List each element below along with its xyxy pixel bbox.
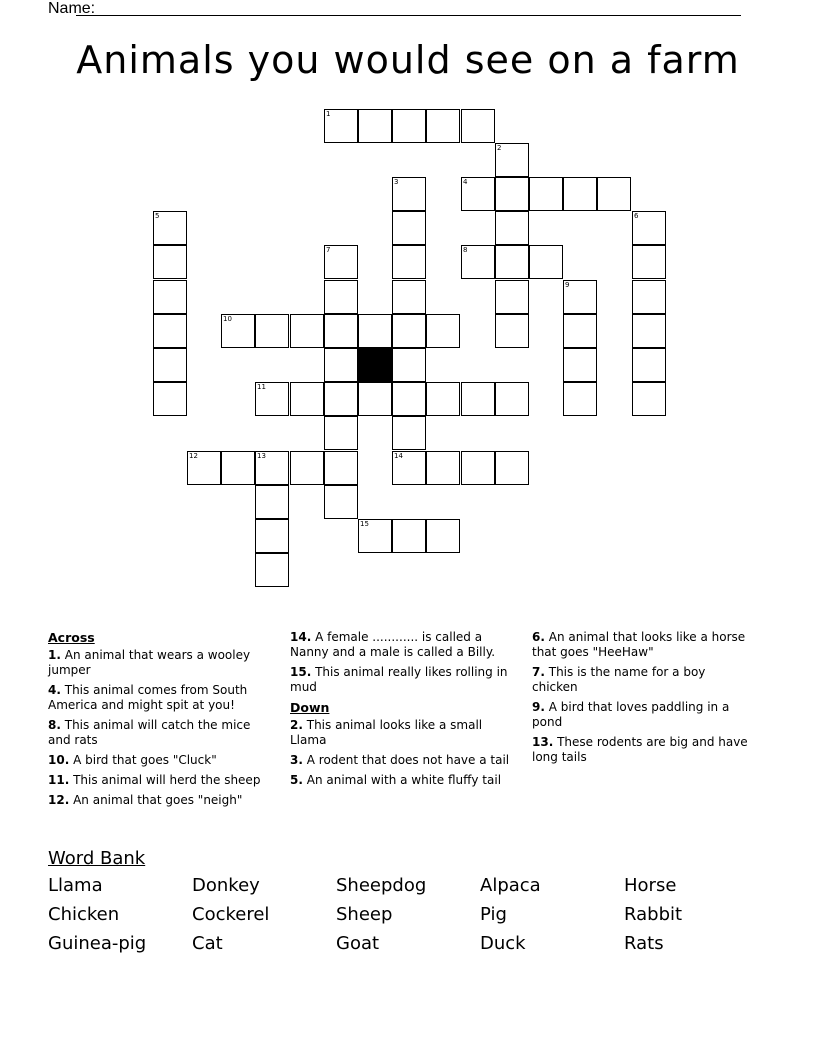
crossword-cell[interactable] bbox=[426, 109, 460, 143]
clue-down-5: 5. An animal with a white fluffy tail bbox=[290, 773, 502, 787]
word-bank-word: Horse bbox=[624, 875, 677, 896]
clue-across-10: 10. A bird that goes "Cluck" bbox=[48, 753, 217, 767]
cell-number: 12 bbox=[189, 452, 198, 460]
crossword-cell[interactable] bbox=[392, 109, 426, 143]
crossword-cell[interactable] bbox=[495, 280, 529, 314]
crossword-cell-11[interactable] bbox=[255, 382, 289, 416]
crossword-cell[interactable] bbox=[495, 177, 529, 211]
crossword-cell[interactable] bbox=[153, 348, 187, 382]
word-bank-word: Goat bbox=[336, 933, 380, 954]
crossword-cell[interactable] bbox=[632, 245, 666, 279]
clue-across-1: 1. An animal that wears a wooley jumper bbox=[48, 648, 251, 677]
crossword-cell[interactable] bbox=[392, 416, 426, 450]
word-bank-word: Sheep bbox=[336, 904, 393, 925]
crossword-cell[interactable] bbox=[529, 245, 563, 279]
word-bank-word: Donkey bbox=[192, 875, 260, 896]
cell-number: 5 bbox=[155, 212, 160, 220]
crossword-cell[interactable] bbox=[563, 348, 597, 382]
crossword-cell[interactable] bbox=[426, 519, 460, 553]
crossword-cell[interactable] bbox=[290, 314, 324, 348]
crossword-cell-15[interactable] bbox=[358, 519, 392, 553]
word-bank-word: Llama bbox=[48, 875, 103, 896]
crossword-cell[interactable] bbox=[392, 211, 426, 245]
crossword-cell[interactable] bbox=[255, 485, 289, 519]
crossword-cell[interactable] bbox=[324, 314, 358, 348]
cell-number: 13 bbox=[257, 452, 266, 460]
crossword-cell[interactable] bbox=[632, 382, 666, 416]
crossword-cell-5[interactable] bbox=[153, 211, 187, 245]
word-bank-word: Cockerel bbox=[192, 904, 270, 925]
crossword-cell[interactable] bbox=[392, 245, 426, 279]
crossword-cell[interactable] bbox=[392, 348, 426, 382]
clue-across-8: 8. This animal will catch the mice and rats bbox=[48, 718, 251, 747]
clue-across-11: 11. This animal will herd the sheep bbox=[48, 773, 261, 787]
crossword-cell[interactable] bbox=[221, 451, 255, 485]
crossword-cell[interactable] bbox=[324, 280, 358, 314]
crossword-cell-9[interactable] bbox=[563, 280, 597, 314]
crossword-cell-14[interactable] bbox=[392, 451, 426, 485]
crossword-cell-6[interactable] bbox=[632, 211, 666, 245]
mixed-clues-column bbox=[290, 630, 518, 793]
down-header: Down bbox=[290, 700, 330, 715]
crossword-cell[interactable] bbox=[461, 109, 495, 143]
crossword-cell[interactable] bbox=[392, 382, 426, 416]
clue-down-3: 3. A rodent that does not have a tail bbox=[290, 753, 510, 767]
cell-number: 9 bbox=[565, 281, 570, 289]
clue-across-14: 14. A female ............ is called a Nanny and a male is called a Billy. bbox=[290, 630, 496, 659]
word-bank-word: Alpaca bbox=[480, 875, 541, 896]
crossword-cell[interactable] bbox=[597, 177, 631, 211]
crossword-cell[interactable] bbox=[392, 280, 426, 314]
cell-number: 10 bbox=[223, 315, 232, 323]
crossword-cell[interactable] bbox=[392, 519, 426, 553]
crossword-cell[interactable] bbox=[324, 485, 358, 519]
crossword-cell[interactable] bbox=[255, 314, 289, 348]
name-label: Name: bbox=[48, 0, 96, 17]
clue-across-15: 15. This animal really likes rolling in mud bbox=[290, 665, 508, 694]
clue-down-13: 13. These rodents are big and have long tails bbox=[532, 735, 748, 764]
crossword-cell-8[interactable] bbox=[461, 245, 495, 279]
cell-number: 1 bbox=[326, 110, 331, 118]
crossword-cell-4[interactable] bbox=[461, 177, 495, 211]
crossword-cell[interactable] bbox=[563, 177, 597, 211]
crossword-cell[interactable] bbox=[461, 451, 495, 485]
crossword-cell[interactable] bbox=[358, 109, 392, 143]
clue-across-12: 12. An animal that goes "neigh" bbox=[48, 793, 243, 807]
crossword-cell[interactable] bbox=[358, 382, 392, 416]
cell-number: 6 bbox=[634, 212, 639, 220]
cell-number: 7 bbox=[326, 246, 331, 254]
crossword-cell[interactable] bbox=[495, 382, 529, 416]
crossword-cell[interactable] bbox=[529, 177, 563, 211]
clue-across-4: 4. This animal comes from South America and might spit at you! bbox=[48, 683, 248, 712]
cell-number: 11 bbox=[257, 383, 266, 391]
cell-number: 15 bbox=[360, 520, 369, 528]
crossword-cell[interactable] bbox=[426, 451, 460, 485]
crossword-cell[interactable] bbox=[153, 280, 187, 314]
clue-down-2: 2. This animal looks like a small Llama bbox=[290, 718, 483, 747]
crossword-cell[interactable] bbox=[153, 314, 187, 348]
page-title: Animals you would see on a farm bbox=[76, 38, 740, 82]
down-clues-column bbox=[532, 630, 750, 770]
crossword-cell[interactable] bbox=[563, 382, 597, 416]
crossword-cell[interactable] bbox=[632, 280, 666, 314]
crossword-cell-13[interactable] bbox=[255, 451, 289, 485]
clue-down-6: 6. An animal that looks like a horse that goes "HeeHaw" bbox=[532, 630, 746, 659]
crossword-cell[interactable] bbox=[495, 451, 529, 485]
crossword-cell-3[interactable] bbox=[392, 177, 426, 211]
crossword-cell-2[interactable] bbox=[495, 143, 529, 177]
word-bank-word: Chicken bbox=[48, 904, 120, 925]
word-bank-title: Word Bank bbox=[48, 848, 146, 869]
word-bank-word: Sheepdog bbox=[336, 875, 427, 896]
word-bank-word: Rabbit bbox=[624, 904, 683, 925]
crossword-cell[interactable] bbox=[426, 382, 460, 416]
cell-number: 8 bbox=[463, 246, 468, 254]
crossword-cell-1[interactable] bbox=[324, 109, 358, 143]
crossword-cell[interactable] bbox=[426, 314, 460, 348]
crossword-cell[interactable] bbox=[290, 382, 324, 416]
crossword-cell-7[interactable] bbox=[324, 245, 358, 279]
cell-number: 2 bbox=[497, 144, 502, 152]
across-clues-column bbox=[48, 630, 273, 813]
crossword-cell-12[interactable] bbox=[187, 451, 221, 485]
crossword-cell[interactable] bbox=[153, 382, 187, 416]
crossword-cell[interactable] bbox=[255, 519, 289, 553]
crossword-cell[interactable] bbox=[461, 382, 495, 416]
word-bank-word: Pig bbox=[480, 904, 507, 925]
word-bank-word: Rats bbox=[624, 933, 664, 954]
crossword-cell[interactable] bbox=[632, 314, 666, 348]
crossword-cell[interactable] bbox=[632, 348, 666, 382]
crossword-cell[interactable] bbox=[255, 553, 289, 587]
word-bank-word: Cat bbox=[192, 933, 223, 954]
crossword-cell[interactable] bbox=[358, 314, 392, 348]
crossword-cell[interactable] bbox=[324, 382, 358, 416]
word-bank-word: Duck bbox=[480, 933, 526, 954]
cell-number: 14 bbox=[394, 452, 403, 460]
crossword-cell[interactable] bbox=[495, 245, 529, 279]
cell-number: 3 bbox=[394, 178, 399, 186]
clue-down-9: 9. A bird that loves paddling in a pond bbox=[532, 700, 730, 729]
crossword-cell[interactable] bbox=[290, 451, 324, 485]
crossword-cell[interactable] bbox=[563, 314, 597, 348]
black-square bbox=[358, 348, 392, 382]
crossword-cell[interactable] bbox=[392, 314, 426, 348]
across-header: Across bbox=[48, 630, 95, 645]
crossword-cell[interactable] bbox=[495, 211, 529, 245]
crossword-cell[interactable] bbox=[324, 416, 358, 450]
crossword-cell[interactable] bbox=[495, 314, 529, 348]
crossword-cell[interactable] bbox=[153, 245, 187, 279]
crossword-cell-10[interactable] bbox=[221, 314, 255, 348]
cell-number: 4 bbox=[463, 178, 468, 186]
word-bank-word: Guinea-pig bbox=[48, 933, 147, 954]
crossword-cell[interactable] bbox=[324, 348, 358, 382]
crossword-cell[interactable] bbox=[324, 451, 358, 485]
clue-down-7: 7. This is the name for a boy chicken bbox=[532, 665, 706, 694]
